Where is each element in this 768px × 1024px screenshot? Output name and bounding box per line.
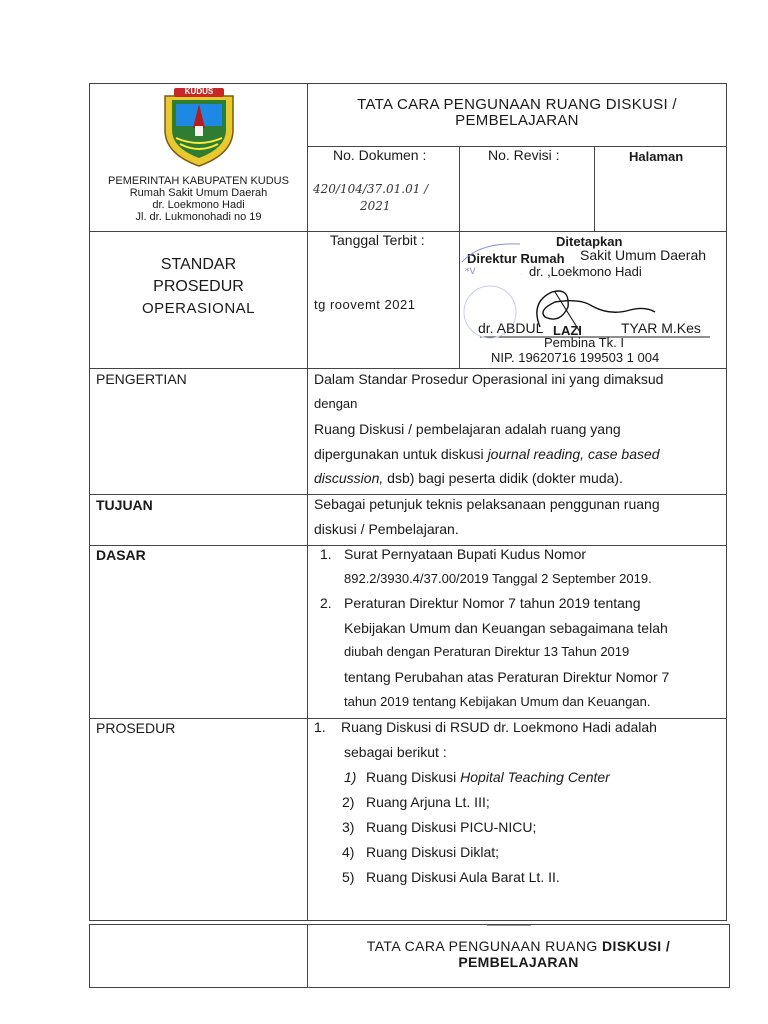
- pengertian-label: PENGERTIAN: [96, 371, 187, 387]
- tujuan-line-2: diskusi / Pembelajaran.: [314, 521, 459, 537]
- pengertian-line-5-italic: discussion,: [314, 470, 384, 486]
- prosedur-item-1: [366, 768, 610, 786]
- tanggal-terbit-label: Tanggal Terbit :: [330, 232, 425, 248]
- svg-text:·: ·: [520, 270, 523, 279]
- prosedur-item-1-italic: Hopital Teaching Center: [460, 769, 610, 785]
- dasar-1-line-2: 892.2/3930.4/37.00/2019 Tanggal 2 September 2019.: [344, 571, 652, 586]
- no-dokumen-value-2: 2021: [360, 199, 391, 213]
- dasar-1-line-1: Surat Pernyataan Bupati Kudus Nomor: [344, 546, 587, 562]
- director-rank: Pembina Tk. I: [544, 335, 624, 350]
- dasar-2-line-2: Kebijakan Umum dan Keuangan sebagaimana telah: [344, 620, 668, 636]
- no-revisi-label: No. Revisi :: [488, 147, 560, 163]
- prosedur-item-4-num: 4): [342, 844, 355, 860]
- halaman-label: Halaman: [629, 149, 684, 164]
- tujuan-label: TUJUAN: [96, 497, 153, 513]
- tanggal-terbit-value: tg roovemt 2021: [314, 297, 416, 312]
- tujuan-line-1: Sebagai petunjuk teknis pelaksanaan penggunan ruang: [314, 496, 660, 512]
- prosedur-label: PROSEDUR: [96, 720, 176, 736]
- director-nip: NIP. 19620716 199503 1 004: [491, 350, 660, 365]
- prosedur-item-3: Ruang Diskusi PICU-NICU;: [366, 819, 537, 835]
- director-name-part-2: LAZI: [553, 323, 582, 338]
- kudus-emblem: [160, 86, 238, 168]
- direktur-part-2: Sakit Umum Daerah: [580, 247, 707, 263]
- footer-title-bold: DISKUSI /: [602, 938, 671, 954]
- prosedur-item-3-num: 3): [342, 819, 355, 835]
- prosedur-item-5: Ruang Diskusi Aula Barat Lt. II.: [366, 869, 560, 885]
- direktur-line-2: dr. ,Loekmono Hadi: [529, 264, 642, 279]
- pengertian-line-4: [314, 445, 719, 463]
- pengertian-line-4-text: dipergunakan untuk diskusi: [314, 446, 488, 462]
- dasar-2-line-3: diubah dengan Peraturan Direktur 13 Tahun 2019: [344, 644, 630, 659]
- emblem-banner: KUDUS: [184, 87, 214, 96]
- org-line-3: dr. Loekmono Hadi: [152, 199, 245, 211]
- sop-title-1: STANDAR: [160, 256, 237, 273]
- pengertian-line-2: dengan: [314, 396, 358, 411]
- prosedur-item-4: Ruang Diskusi Diklat;: [366, 844, 500, 860]
- prosedur-1-line-2: sebagai berikut :: [344, 744, 447, 760]
- dasar-2-line-1: Peraturan Direktur Nomor 7 tahun 2019 tentang: [344, 595, 641, 611]
- director-name-part-3: TYAR M.Kes: [621, 320, 701, 336]
- dasar-1-num: 1.: [320, 546, 332, 562]
- prosedur-item-1-text: Ruang Diskusi: [366, 769, 461, 785]
- prosedur-item-1-num: 1): [344, 769, 357, 785]
- prosedur-1-line-1: Ruang Diskusi di RSUD dr. Loekmono Hadi adalah: [341, 719, 657, 735]
- ditetapkan-label: Ditetapkan: [556, 234, 623, 249]
- footer-title-line-2: PEMBELAJARAN: [458, 954, 579, 970]
- pengertian-line-5: [314, 469, 623, 487]
- org-line-1: PEMERINTAH KABUPATEN KUDUS: [108, 175, 289, 187]
- prosedur-item-5-num: 5): [342, 869, 355, 885]
- pengertian-line-1: Dalam Standar Prosedur Operasional ini yang dimaksud: [314, 371, 664, 387]
- prosedur-item-2: Ruang Arjuna Lt. III;: [366, 794, 490, 810]
- dasar-2-line-4: tentang Perubahan atas Peraturan Direktur Nomor 7: [344, 669, 670, 685]
- dasar-2-line-5: tahun 2019 tentang Kebijakan Umum dan Keuangan.: [344, 694, 651, 709]
- sop-title-2: PROSEDUR: [153, 278, 244, 295]
- prosedur-item-2-num: 2): [342, 794, 355, 810]
- dasar-label: DASAR: [96, 547, 146, 563]
- prosedur-1-num: 1.: [314, 719, 326, 735]
- dasar-2-num: 2.: [320, 595, 332, 611]
- doc-title-line-1: TATA CARA PENGUNAAN RUANG DISKUSI /: [357, 96, 677, 113]
- director-name-part-1: dr. ABDUL: [478, 320, 544, 336]
- doc-title-line-2: PEMBELAJARAN: [455, 112, 579, 129]
- direktur-part-1: Direktur Rumah: [467, 251, 565, 266]
- sop-title-3: OPERASIONAL: [141, 300, 256, 317]
- footer-title-text: TATA CARA PENGUNAAN RUANG: [366, 938, 603, 954]
- page-break-mark: [487, 925, 531, 926]
- pengertian-line-4-italic: journal reading, case based: [487, 446, 660, 462]
- no-dokumen-value-1: 420/104/37.01.01 /: [313, 182, 429, 196]
- org-line-4: Jl. dr. Lukmonohadi no 19: [135, 211, 262, 223]
- pengertian-line-5-text: dsb) bagi peserta didik (dokter muda).: [383, 470, 623, 486]
- svg-text:*V: *V: [465, 267, 476, 277]
- org-line-2: Rumah Sakit Umum Daerah: [129, 187, 268, 199]
- pengertian-line-3: Ruang Diskusi / pembelajaran adalah ruang yang: [314, 421, 621, 437]
- no-dokumen-label: No. Dokumen :: [333, 147, 427, 163]
